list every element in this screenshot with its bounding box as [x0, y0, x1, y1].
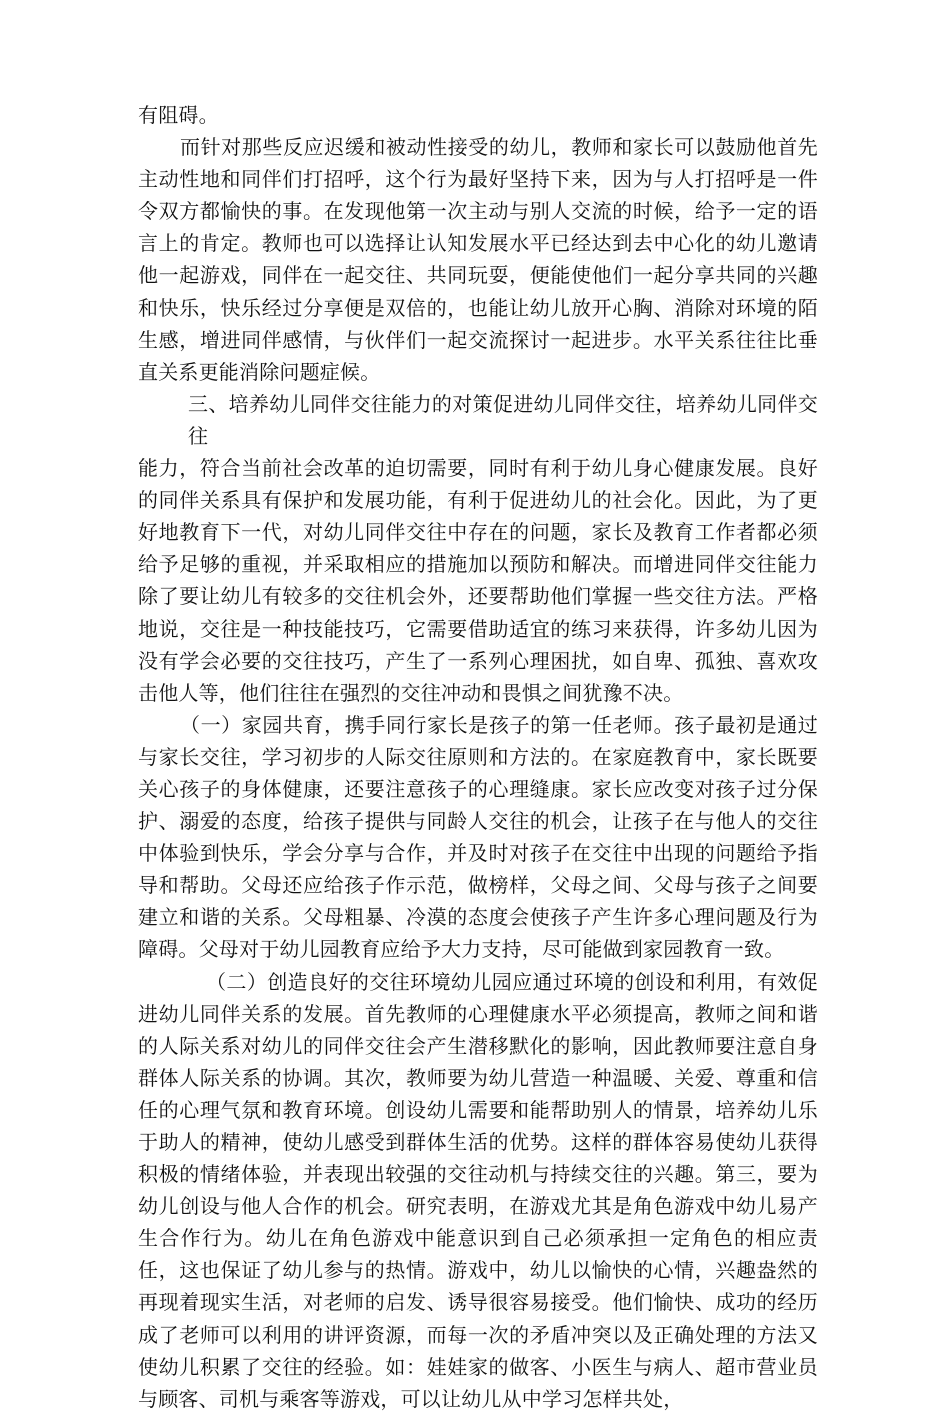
paragraph-environment: （二）创造良好的交往环境幼儿园应通过环境的创设和利用，有效促进幼儿同伴关系的发展。首先教师的心理健康水平必须提高，教师之间和谐的人际关系对幼儿的同伴交往会产生潜移默化的影响，因此教师要注意自身群体人际关系的协调。其次，教师要为幼儿营造一种温暖、关爱、尊重和信任的心理气氛和教育环境。创设幼儿需要和能帮助别人的情景，培养幼儿乐于助人的精神，使幼儿感受到群体生活的优势。这样的群体容易使幼儿获得积极的情绪体验，并表现出较强的交往动机与持续交往的兴趣。第三，要为幼儿创设与他人合作的机会。研究表明，在游戏尤其是角色游戏中幼儿易产生合作行为。幼儿在角色游戏中能意识到自己必须承担一定角色的相应责任，这也保证了幼儿参与的热情。游戏中，幼儿以愉快的心情，兴趣盎然的再现着现实生活，对老师的启发、诱导很容易接受。他们愉快、成功的经历成了老师可以利用的讲评资源，而每一次的矛盾冲突以及正确处理的方法又使幼儿积累了交往的经验。如：娃娃家的做客、小医生与病人、超市营业员与顾客、司机与乘客等游戏，可以让幼儿从中学习怎样共处，: [138, 969, 818, 1411]
paragraph-continuation: 有阻碍。: [138, 103, 219, 127]
paragraph-home-school: （一）家园共育，携手同行家长是孩子的第一任老师。孩子最初是通过与家长交往，学习初步的人际交往原则和方法的。在家庭教育中，家长既要关心孩子的身体健康，还要注意孩子的心理缝康。家长应改变对孩子过分保护、溺爱的态度，给孩子提供与同龄人交往的机会，让孩子在与他人的交往中体验到快乐，学会分享与合作，并及时对孩子在交往中出现的问题给予指导和帮助。父母还应给孩子作示范，做榜样，父母之间、父母与孩子之间要建立和谐的关系。父母粗暴、冷漠的态度会使孩子产生许多心理问题及行为障碍。父母对于幼儿园教育应给予大力支持，尽可能做到家园教育一致。: [138, 712, 818, 962]
paragraph-peer-greeting: 而针对那些反应迟缓和被动性接受的幼儿，教师和家长可以鼓励他首先主动性地和同伴们打招呼，这个行为最好坚持下来，因为与人打招呼是一件令双方都愉快的事。在发现他第一次主动与别人交流的时候，给予一定的语言上的肯定。教师也可以选择让认知发展水平已经达到去中心化的幼儿邀请他一起游戏，同伴在一起交往、共同玩耍，便能使他们一起分享共同的兴趣和快乐，快乐经过分享便是双倍的，也能让幼儿放开心胸、消除对环境的陌生感，增进同伴感情，与伙伴们一起交流探讨一起进步。水平关系往往比垂直关系更能消除问题症候。: [138, 135, 818, 384]
paragraph-section-three: [138, 388, 818, 709]
document-body: [138, 99, 818, 1415]
section-three-heading-line: 三、培养幼儿同伴交往能力的对策促进幼儿同伴交往，培养幼儿同伴交往: [188, 391, 818, 448]
section-three-body: 能力，符合当前社会改革的迫切需要，同时有利于幼儿身心健康发展。良好的同伴关系具有保护和发展功能，有利于促进幼儿的社会化。因此，为了更好地教育下一代，对幼儿同伴交往中存在的问题，家长及教育工作者都必须给予足够的重视，并采取相应的措施加以预防和解决。而增进同伴交往能力除了要让幼儿有较多的交往机会外，还要帮助他们掌握一些交往方法。严格地说，交往是一种技能技巧，它需要借助适宜的练习来获得，许多幼儿因为没有学会必要的交往技巧，产生了一系列心理困扰，如自卑、孤独、喜欢攻击他人等，他们往往在强烈的交往冲动和畏惧之间犹豫不决。: [138, 456, 818, 705]
